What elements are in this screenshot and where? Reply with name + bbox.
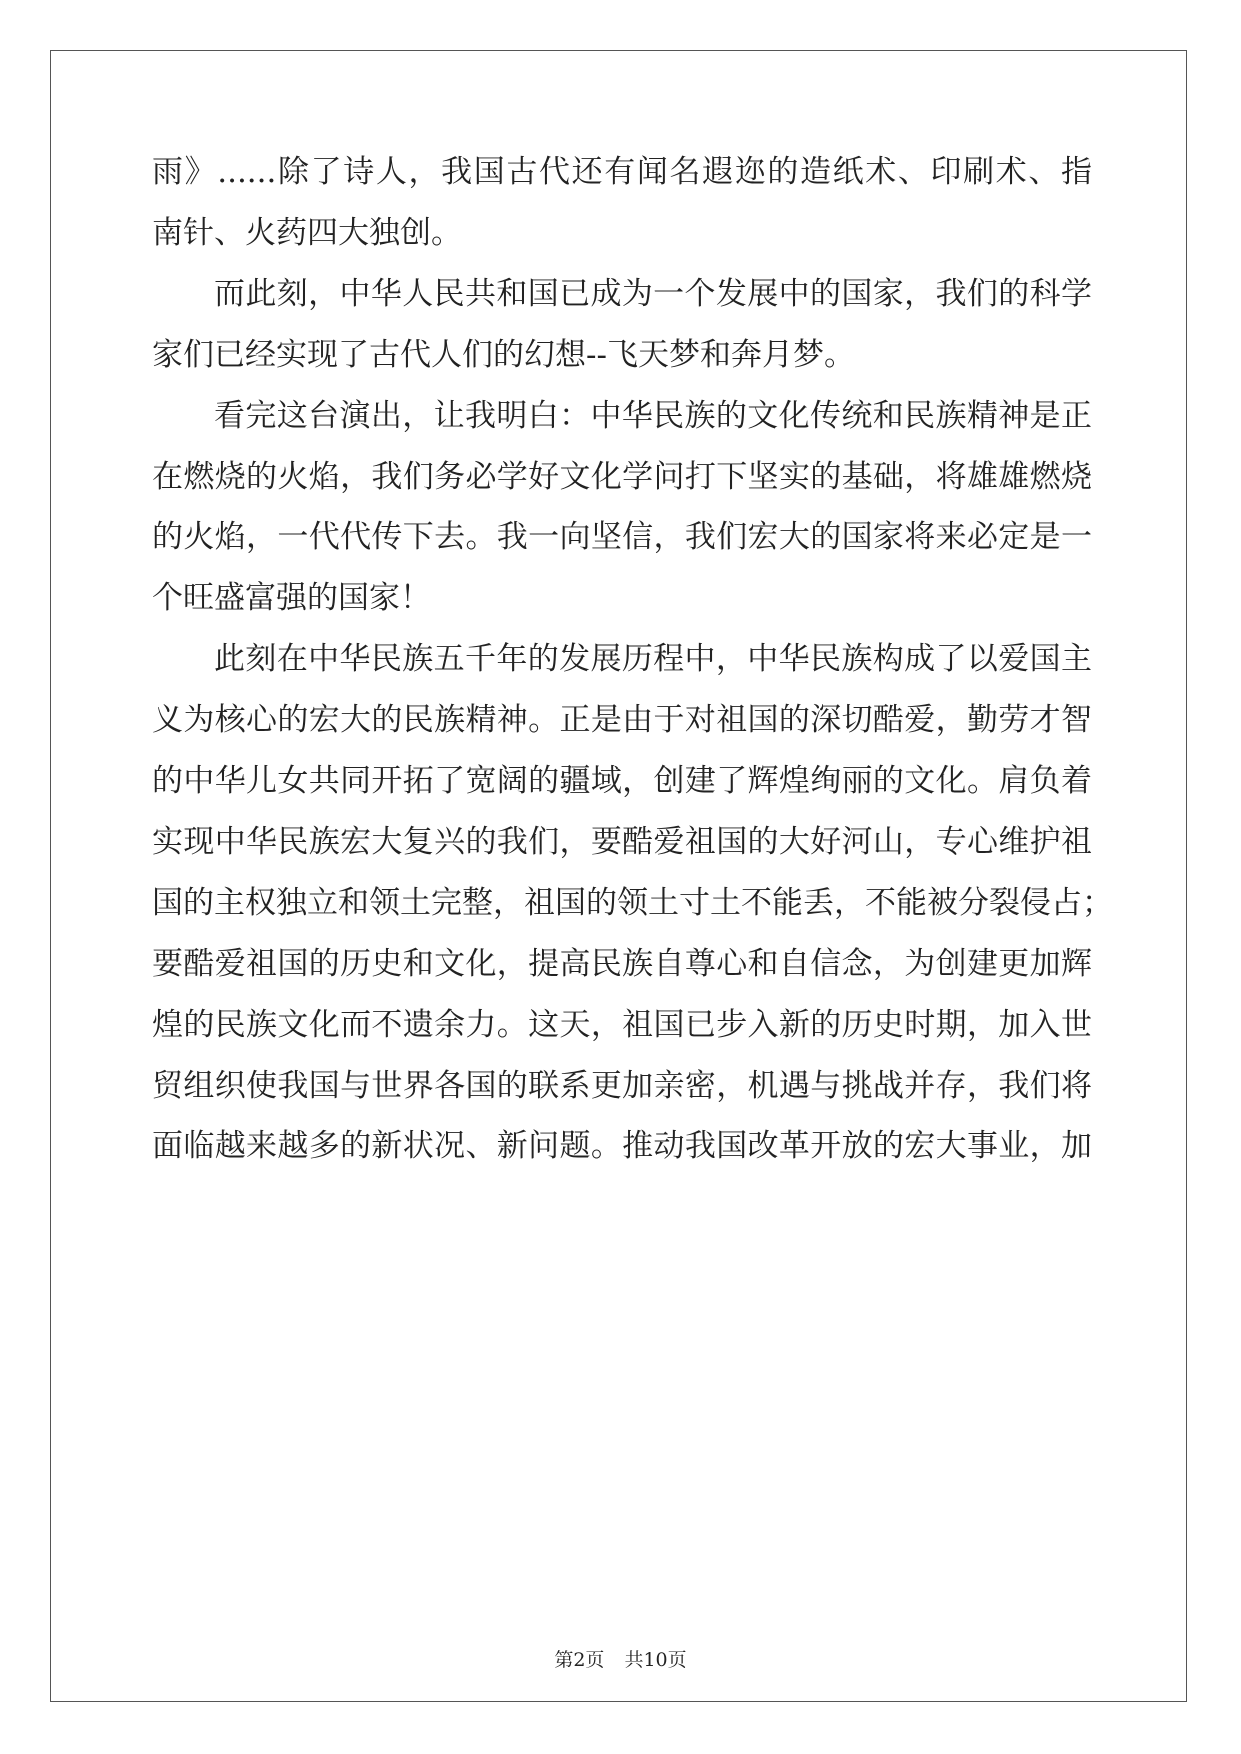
text-line: 国的主权独立和领土完整，祖国的领土寸土不能丢，不能被分裂侵占； (152, 885, 1113, 921)
text-line: 义为核心的宏大的民族精神。正是由于对祖国的深切酷爱，勤劳才智 (152, 702, 1092, 738)
text-line: 南针、火药四大独创。 (152, 215, 462, 251)
text-line: 煌的民族文化而不遗余力。这天，祖国已步入新的历史时期，加入世 (152, 1007, 1092, 1043)
text-line: 的火焰，一代代传下去。我一向坚信，我们宏大的国家将来必定是一 (152, 519, 1092, 555)
text-line: 个旺盛富强的国家！ (152, 580, 431, 616)
text-line: 的中华儿女共同开拓了宽阔的疆域，创建了辉煌绚丽的文化。肩负着 (152, 763, 1092, 799)
text-line: 在燃烧的火焰，我们务必学好文化学问打下坚实的基础，将雄雄燃烧 (152, 459, 1092, 495)
text-line: 实现中华民族宏大复兴的我们，要酷爱祖国的大好河山，专心维护祖 (152, 824, 1092, 860)
text-line: 家们已经实现了古代人们的幻想--飞天梦和奔月梦。 (152, 337, 855, 373)
text-line: 而此刻，中华人民共和国已成为一个发展中的国家，我们的科学 (214, 276, 1092, 312)
text-line: 要酷爱祖国的历史和文化，提高民族自尊心和自信念，为创建更加辉 (152, 946, 1092, 982)
page-number-footer: 第2页 共10页 (554, 1649, 687, 1671)
text-line: 面临越来越多的新状况、新问题。推动我国改革开放的宏大事业，加 (152, 1128, 1092, 1164)
text-line: 此刻在中华民族五千年的发展历程中，中华民族构成了以爱国主 (214, 641, 1092, 677)
text-line: 看完这台演出，让我明白：中华民族的文化传统和民族精神是正 (214, 398, 1092, 434)
text-line: 贸组织使我国与世界各国的联系更加亲密，机遇与挑战并存，我们将 (152, 1068, 1092, 1104)
text-line: 雨》......除了诗人，我国古代还有闻名遐迩的造纸术、印刷术、指 (152, 154, 1092, 190)
